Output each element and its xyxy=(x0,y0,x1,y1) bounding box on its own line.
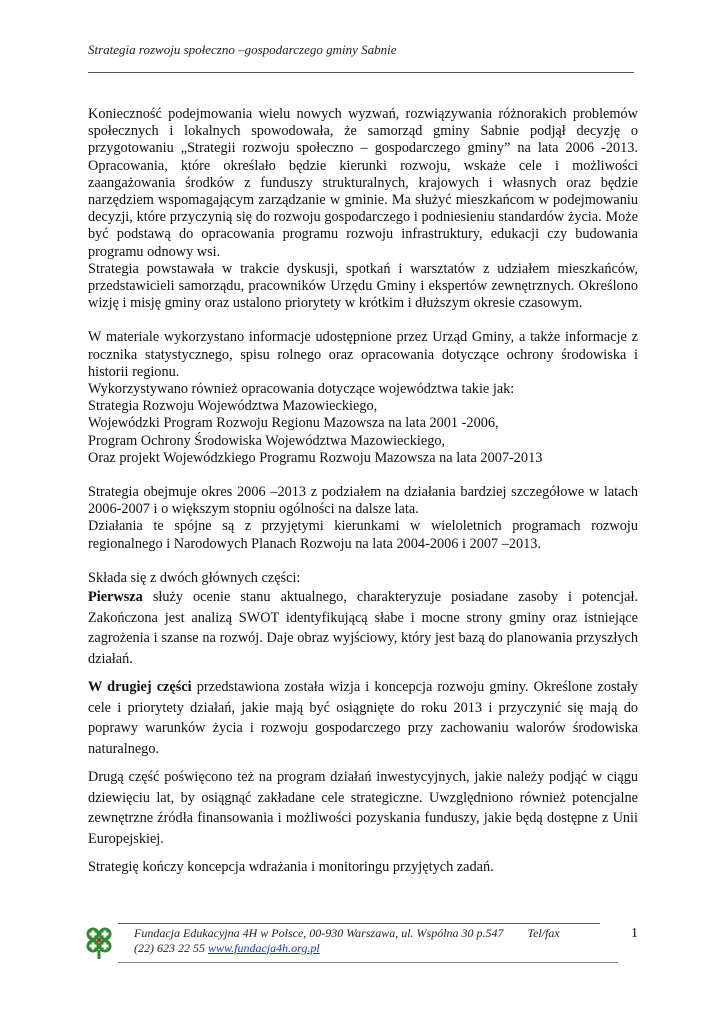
clover-logo-icon xyxy=(82,924,116,960)
paragraph-period: Strategia obejmuje okres 2006 –2013 z podziałem na działania bardziej szczegółowe w latach 2006-2007 i o większym stopniu ogólności na dalsze lata. xyxy=(88,484,638,518)
footer-contact xyxy=(134,926,604,955)
footer-website-link[interactable]: www.fundacja4h.org.pl xyxy=(208,940,320,955)
footer-phone: (22) 623 22 55 xyxy=(134,940,205,955)
paragraph-part-two xyxy=(88,677,638,759)
header-divider xyxy=(88,72,634,73)
paragraph-structure: Składa się z dwóch głównych części: xyxy=(88,569,301,586)
footer-divider-top xyxy=(118,923,600,924)
list-item: Program Ochrony Środowiska Województwa Mazowieckiego, xyxy=(88,432,446,449)
paragraph-part-one xyxy=(88,587,638,669)
paragraph-consistency: Działania te spójne są z przyjętymi kierunkami w wieloletnich programach rozwoju regionalnego i Narodowych Planach Rozwoju na lata 2004-2006 i 2007 –2013. xyxy=(88,518,638,552)
paragraph-investments: Drugą część poświęcono też na program działań inwestycyjnych, jakie należy podjąć w ciągu dziewięciu lat, by osiągnąć zakładane cele strategiczne. Uwzględniono również potencjalne zewnętrzne źródła finansowania i możliwości pozyskania funduszy, jakie będą dostępne z Unii Europejskiej. xyxy=(88,769,638,847)
part-one-text: służy ocenie stanu aktualnego, charakteryzuje posiadane zasoby i potencjał. Zakończona jest analizą SWOT identyfikującą słabe i mocne strony gminy oraz istniejące zagrożenia i szanse na rozwój. Daje obraz wyjściowy, który jest bazą do planowania przyszłych działań. xyxy=(88,589,638,667)
footer-tel-label: Tel/fax xyxy=(527,926,560,940)
footer-divider-bottom xyxy=(118,962,618,963)
part-one-label: Pierwsza xyxy=(88,589,143,606)
paragraph-process: Strategia powstawała w trakcie dyskusji, spotkań i warsztatów z udziałem mieszkańców, przedstawicieli samorządu, pracowników Urzędu Gminy i ekspertów zewnętrznych. Określono wizję i misję gminy oraz ustalono priorytety w krótkim i dłuższym okresie czasowym. xyxy=(88,260,638,312)
list-item: Wojewódzki Program Rozwoju Regionu Mazowsza na lata 2001 -2006, xyxy=(88,415,499,432)
document-body xyxy=(88,106,638,878)
paragraph-regional-docs: Wykorzystywano również opracowania dotyczące województwa takie jak: xyxy=(88,381,515,398)
part-two-label: W drugiej części xyxy=(88,679,192,696)
paragraph-intro: Konieczność podejmowania wielu nowych wyzwań, rozwiązywania różnorakich problemów społecznych i lokalnych spowodowała, że samorząd gminy Sabnie podjął decyzję o przygotowaniu „Strategii rozwoju społeczno – gospodarczego gminy” na lata 2006 -2013. Opracowania, które określało będzie kierunki rozwoju, wskaże cele i możliwości zaangażowania środków z funduszy strukturalnych, krajowych i własnych oraz będzie narzędziem wspomagającym zarządzanie w gminie. Ma służyć mieszkańcom w podejmowaniu decyzji, które przyczynią się do rozwoju gospodarczego i podniesieniu standardów życia. Może być podstawą do opracowania programu rozwoju infrastruktury, edukacji czy budowania programu odnowy wsi. xyxy=(88,106,638,260)
list-item: Oraz projekt Wojewódzkiego Programu Rozwoju Mazowsza na lata 2007-2013 xyxy=(88,449,543,466)
paragraph-sources: W materiale wykorzystano informacje udostępnione przez Urząd Gminy, a także informacje z rocznika statystycznego, spisu rolnego oraz opracowania dotyczące ochrony środowiska i historii regionu. xyxy=(88,329,638,380)
part-two-text: przedstawiona została wizja i koncepcja rozwoju gminy. Określone zostały cele i priorytety działań, jakie mają być osiągnięte do roku 2013 i przyczynić się mają do poprawy warunków życia i rozwoju gospodarczego przy zachowaniu walorów środowiska naturalnego. xyxy=(88,679,638,757)
page-number: 1 xyxy=(631,926,638,941)
header-title: Strategia rozwoju społeczno –gospodarczego gminy Sabnie xyxy=(88,42,397,57)
footer-line-1 xyxy=(134,926,604,941)
footer-line-2 xyxy=(134,941,604,956)
list-item: Strategia Rozwoju Województwa Mazowieckiego, xyxy=(88,398,378,415)
paragraph-closing: Strategię kończy koncepcja wdrażania i monitoringu przyjętych zadań. xyxy=(88,859,494,876)
footer-org: Fundacja Edukacyjna 4H w Polsce, 00-930 Warszawa, ul. Wspólna 30 p.547 xyxy=(134,926,504,940)
